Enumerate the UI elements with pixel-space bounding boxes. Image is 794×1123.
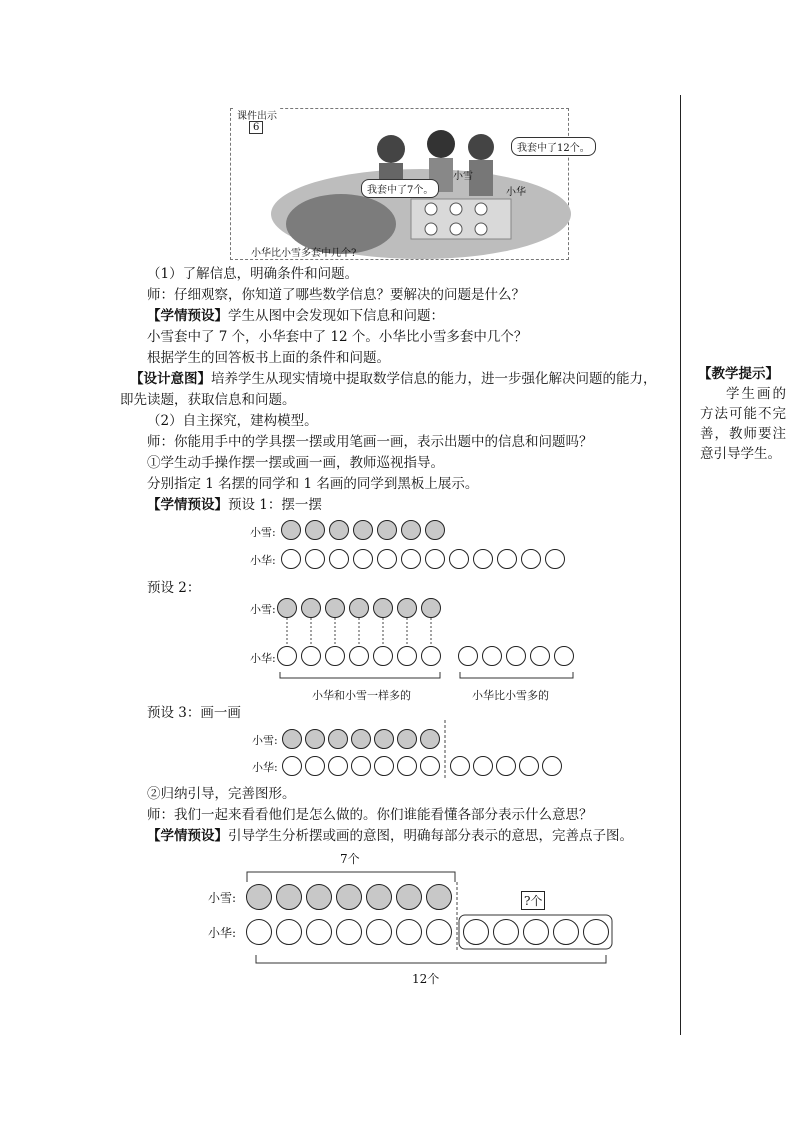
d2-same-label: 小华和小雪一样多的 bbox=[312, 689, 411, 702]
d3-xiaohua-dot bbox=[305, 756, 325, 776]
design-intent-line: 【设计意图】培养学生从现实情境中提取数学信息的能力，进一步强化解决问题的能力， bbox=[130, 371, 657, 387]
summary-line: ②归纳引导，完善图形。 bbox=[147, 786, 296, 802]
tag-label: 【学情预设】 bbox=[147, 308, 228, 324]
d4-xiaohua-dot bbox=[426, 919, 452, 945]
tag-label: 【设计意图】 bbox=[130, 371, 211, 387]
d4-xiaohua-dot bbox=[396, 919, 422, 945]
d4-label-xiaoxue: 小雪: bbox=[208, 891, 237, 905]
d1-xiaoxue-dot bbox=[305, 520, 325, 540]
d4-xiaohua-dot bbox=[306, 919, 332, 945]
d1-xiaoxue-dot bbox=[425, 520, 445, 540]
d1-xiaohua-dot bbox=[545, 549, 565, 569]
speech-bubble-right: 我套中了12个。 bbox=[511, 137, 596, 156]
d4-seven-bracket bbox=[247, 872, 455, 882]
d2-xiaoxue-dot bbox=[373, 598, 393, 618]
d4-xiaoxue-dot bbox=[306, 884, 332, 910]
d4-xiaoxue-dot bbox=[276, 884, 302, 910]
d1-xiaohua-dot bbox=[377, 549, 397, 569]
d3-xiaoxue-dot bbox=[374, 729, 394, 749]
d2-xiaohua-dot bbox=[349, 646, 369, 666]
d4-seven-label: 7个 bbox=[340, 852, 360, 866]
d3-xiaohua-extra-dot bbox=[542, 756, 562, 776]
d1-xiaoxue-dot bbox=[353, 520, 373, 540]
illustration-question: 小华比小雪多套中几个? bbox=[251, 248, 357, 259]
d3-xiaohua-dot bbox=[351, 756, 371, 776]
d1-xiaohua-dot bbox=[329, 549, 349, 569]
d3-xiaohua-dot bbox=[420, 756, 440, 776]
d1-xiaoxue-dot bbox=[377, 520, 397, 540]
d4-xiaoxue-dot bbox=[426, 884, 452, 910]
d1-xiaoxue-dot bbox=[329, 520, 349, 540]
d1-xiaohua-dot bbox=[449, 549, 469, 569]
d3-xiaohua-dot bbox=[328, 756, 348, 776]
d2-xiaohua-extra-dot bbox=[530, 646, 550, 666]
d2-label-xiaohua: 小华: bbox=[250, 652, 276, 665]
d2-xiaohua-dot bbox=[373, 646, 393, 666]
d1-xiaohua-dot bbox=[497, 549, 517, 569]
d3-xiaoxue-dot bbox=[282, 729, 302, 749]
d4-question-box: ?个 bbox=[521, 891, 545, 910]
preset-1-line: 【学情预设】预设 1：摆一摆 bbox=[147, 497, 322, 513]
preset-4-line: 【学情预设】引导学生分析摆或画的意图，明确每部分表示的意思，完善点子图。 bbox=[147, 828, 633, 844]
d4-xiaoxue-dot bbox=[336, 884, 362, 910]
name-label-xiaoxue: 小雪 bbox=[453, 171, 473, 182]
column-divider bbox=[680, 95, 681, 1035]
d3-xiaohua-dot bbox=[282, 756, 302, 776]
d2-xiaohua-extra-dot bbox=[458, 646, 478, 666]
d4-xiaohua-dot bbox=[336, 919, 362, 945]
d3-xiaohua-dot bbox=[397, 756, 417, 776]
preset-2-line: 预设 2： bbox=[147, 580, 201, 596]
d3-xiaohua-extra-dot bbox=[519, 756, 539, 776]
d2-more-label: 小华比小雪多的 bbox=[472, 689, 549, 702]
d1-xiaohua-dot bbox=[473, 549, 493, 569]
d1-xiaohua-dot bbox=[353, 549, 373, 569]
courseware-tag: 课件出示 bbox=[235, 107, 279, 122]
step-2-heading: （2）自主探究，建构模型。 bbox=[147, 413, 318, 429]
d4-twelve-bracket bbox=[256, 955, 606, 963]
d2-xiaohua-extra-dot bbox=[554, 646, 574, 666]
d2-xiaoxue-dot bbox=[421, 598, 441, 618]
d3-xiaohua-extra-dot bbox=[450, 756, 470, 776]
sidebar-title: 【教学提示】 bbox=[698, 366, 779, 382]
speech-bubble-left: 我套中了7个。 bbox=[361, 179, 439, 198]
d4-xiaohua-extra-dot bbox=[523, 919, 549, 945]
preset-line-1: 【学情预设】学生从图中会发现如下信息和问题： bbox=[147, 308, 444, 324]
d2-xiaoxue-dot bbox=[301, 598, 321, 618]
d2-same-bracket bbox=[280, 672, 440, 678]
d2-xiaohua-dot bbox=[277, 646, 297, 666]
d2-label-xiaoxue: 小雪: bbox=[250, 603, 276, 616]
assign-line: 分别指定 1 名摆的同学和 1 名画的同学到黑板上展示。 bbox=[147, 476, 479, 492]
d4-xiaoxue-dot bbox=[246, 884, 272, 910]
d3-xiaoxue-dot bbox=[351, 729, 371, 749]
teacher-question-3: 师：我们一起来看看他们是怎么做的。你们谁能看懂各部分表示什么意思？ bbox=[147, 807, 593, 823]
d4-xiaoxue-dot bbox=[396, 884, 422, 910]
d1-xiaohua-dot bbox=[281, 549, 301, 569]
d1-xiaohua-dot bbox=[305, 549, 325, 569]
d4-xiaohua-dot bbox=[246, 919, 272, 945]
tag-label: 【学情预设】 bbox=[147, 497, 228, 513]
d3-xiaoxue-dot bbox=[397, 729, 417, 749]
d4-xiaohua-extra-dot bbox=[583, 919, 609, 945]
d1-label-xiaohua: 小华: bbox=[250, 554, 276, 567]
d4-twelve-label: 12个 bbox=[412, 972, 440, 986]
teacher-question-2: 师：你能用手中的学具摆一摆或用笔画一画，表示出题中的信息和问题吗？ bbox=[147, 434, 593, 450]
d1-xiaoxue-dot bbox=[401, 520, 421, 540]
d1-xiaohua-dot bbox=[401, 549, 421, 569]
d2-xiaoxue-dot bbox=[277, 598, 297, 618]
info-line: 小雪套中了 7 个，小华套中了 12 个。小华比小雪多套中几个？ bbox=[147, 329, 528, 345]
d2-connectors bbox=[287, 618, 431, 646]
d3-xiaohua-extra-dot bbox=[473, 756, 493, 776]
d2-xiaohua-extra-dot bbox=[482, 646, 502, 666]
d4-xiaohua-dot bbox=[366, 919, 392, 945]
tag-label: 【学情预设】 bbox=[147, 828, 228, 844]
d3-label-xiaohua: 小华: bbox=[252, 761, 278, 774]
d1-xiaohua-dot bbox=[425, 549, 445, 569]
d2-xiaohua-dot bbox=[301, 646, 321, 666]
d1-label-xiaoxue: 小雪: bbox=[250, 526, 276, 539]
d1-xiaohua-dot bbox=[521, 549, 541, 569]
design-intent-cont: 即先读题，获取信息和问题。 bbox=[120, 392, 296, 408]
step-1-heading: （1）了解信息，明确条件和问题。 bbox=[147, 266, 359, 282]
name-label-xiaohua: 小华 bbox=[506, 187, 526, 198]
d3-xiaoxue-dot bbox=[305, 729, 325, 749]
d4-xiaohua-extra-dot bbox=[553, 919, 579, 945]
d2-xiaohua-extra-dot bbox=[506, 646, 526, 666]
d3-xiaoxue-dot bbox=[328, 729, 348, 749]
d2-more-bracket bbox=[460, 672, 573, 678]
d2-xiaoxue-dot bbox=[349, 598, 369, 618]
d2-xiaohua-dot bbox=[421, 646, 441, 666]
preset-3-line: 预设 3：画一画 bbox=[147, 705, 241, 721]
teacher-question-1: 师：仔细观察，你知道了哪些数学信息？要解决的问题是什么？ bbox=[147, 287, 525, 303]
d2-xiaoxue-dot bbox=[325, 598, 345, 618]
d2-xiaoxue-dot bbox=[397, 598, 417, 618]
operation-line: ①学生动手操作摆一摆或画一画，教师巡视指导。 bbox=[147, 455, 444, 471]
board-line: 根据学生的回答板书上面的条件和问题。 bbox=[147, 350, 390, 366]
d4-xiaohua-dot bbox=[276, 919, 302, 945]
d3-xiaohua-dot bbox=[374, 756, 394, 776]
d4-xiaohua-extra-dot bbox=[463, 919, 489, 945]
d1-xiaoxue-dot bbox=[281, 520, 301, 540]
d2-xiaohua-dot bbox=[397, 646, 417, 666]
d3-label-xiaoxue: 小雪: bbox=[252, 734, 278, 747]
sidebar-body: 学生画的方法可能不完善，教师要注意引导学生。 bbox=[700, 386, 786, 462]
d2-xiaohua-dot bbox=[325, 646, 345, 666]
d4-xiaoxue-dot bbox=[366, 884, 392, 910]
d3-xiaoxue-dot bbox=[420, 729, 440, 749]
d3-xiaohua-extra-dot bbox=[496, 756, 516, 776]
d4-xiaohua-extra-dot bbox=[493, 919, 519, 945]
example-number: 6 bbox=[249, 121, 263, 134]
d4-label-xiaohua: 小华: bbox=[208, 926, 237, 940]
